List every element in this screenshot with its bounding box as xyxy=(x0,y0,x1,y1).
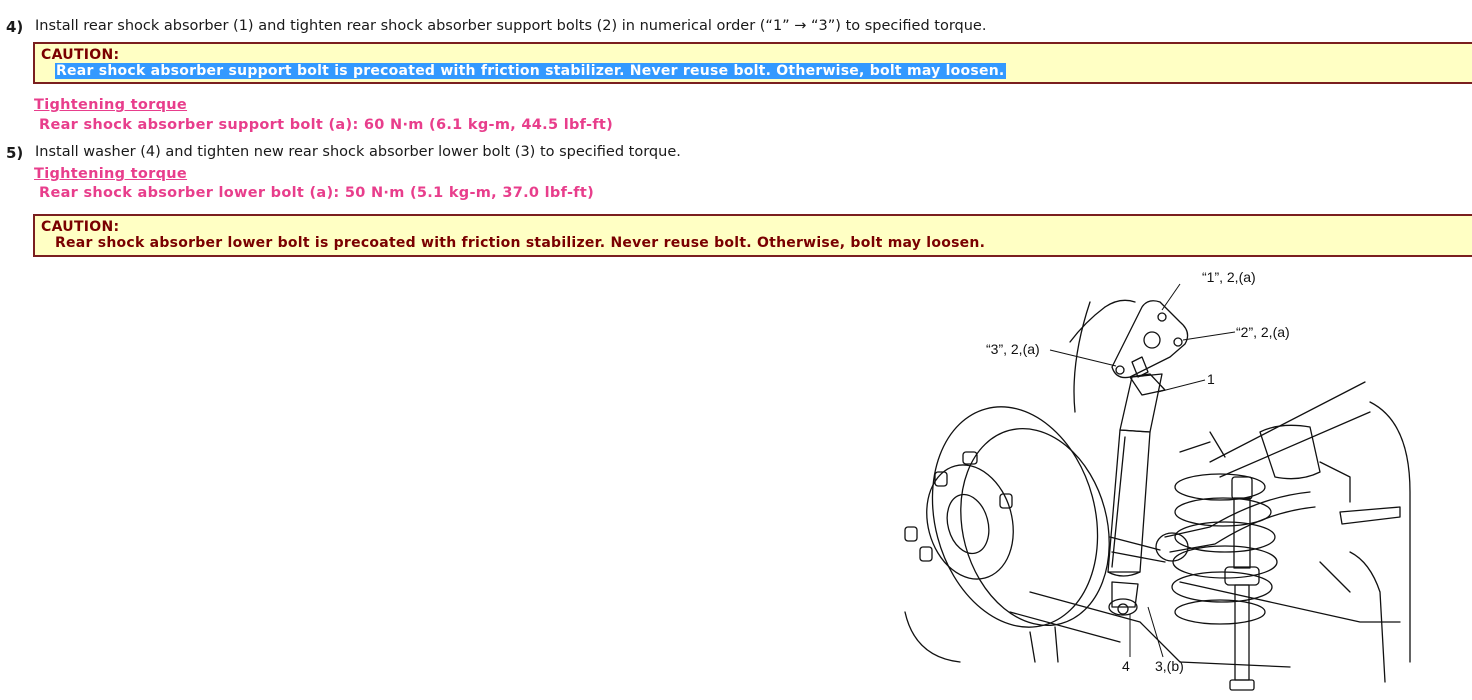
caution-text-selected[interactable]: Rear shock absorber support bolt is precoated with friction stabilizer. Never reuse bolt. Otherwise, bolt may loosen. xyxy=(56,63,1005,79)
mount-bracket-shape xyxy=(1112,301,1188,378)
callout-bolt-1: “1”, 2,(a) xyxy=(1202,269,1256,285)
step-text: Install rear shock absorber (1) and tighten rear shock absorber support bolts (2) in numerical order (“1” → “3”) to specified torque. xyxy=(35,18,987,34)
bolt-hole-1 xyxy=(1158,313,1166,321)
brake-drum xyxy=(909,388,1122,646)
caution-box-support-bolt xyxy=(33,42,1472,84)
callout-bolt-2: “2”, 2,(a) xyxy=(1236,324,1290,340)
step-text: Install washer (4) and tighten new rear shock absorber lower bolt (3) to specified torque. xyxy=(35,144,681,160)
shock-body xyxy=(1120,374,1162,432)
step-number: 5) xyxy=(6,144,24,162)
step-number: 4) xyxy=(6,18,24,36)
caution-box-lower-bolt xyxy=(33,214,1472,257)
torque-value-lower-bolt: Rear shock absorber lower bolt (a): 50 N·m (5.1 kg-m, 37.0 lbf-ft) xyxy=(39,185,595,201)
callout-part-3: 3,(b) xyxy=(1155,658,1184,674)
caution-heading: CAUTION: xyxy=(41,47,120,63)
tightening-torque-link[interactable]: Tightening torque xyxy=(34,166,188,182)
tightening-torque-link[interactable]: Tightening torque xyxy=(34,97,188,113)
callout-part-4: 4 xyxy=(1122,658,1130,674)
caution-heading: CAUTION: xyxy=(41,219,120,235)
callout-part-1: 1 xyxy=(1207,371,1215,387)
rear-suspension-illustration xyxy=(880,262,1440,700)
torque-value-support-bolt: Rear shock absorber support bolt (a): 60 N·m (6.1 kg-m, 44.5 lbf-ft) xyxy=(39,117,614,133)
caution-text: Rear shock absorber lower bolt is precoated with friction stabilizer. Never reuse bolt. Otherwise, bolt may loosen. xyxy=(55,235,986,251)
callout-bolt-3: “3”, 2,(a) xyxy=(986,341,1040,357)
